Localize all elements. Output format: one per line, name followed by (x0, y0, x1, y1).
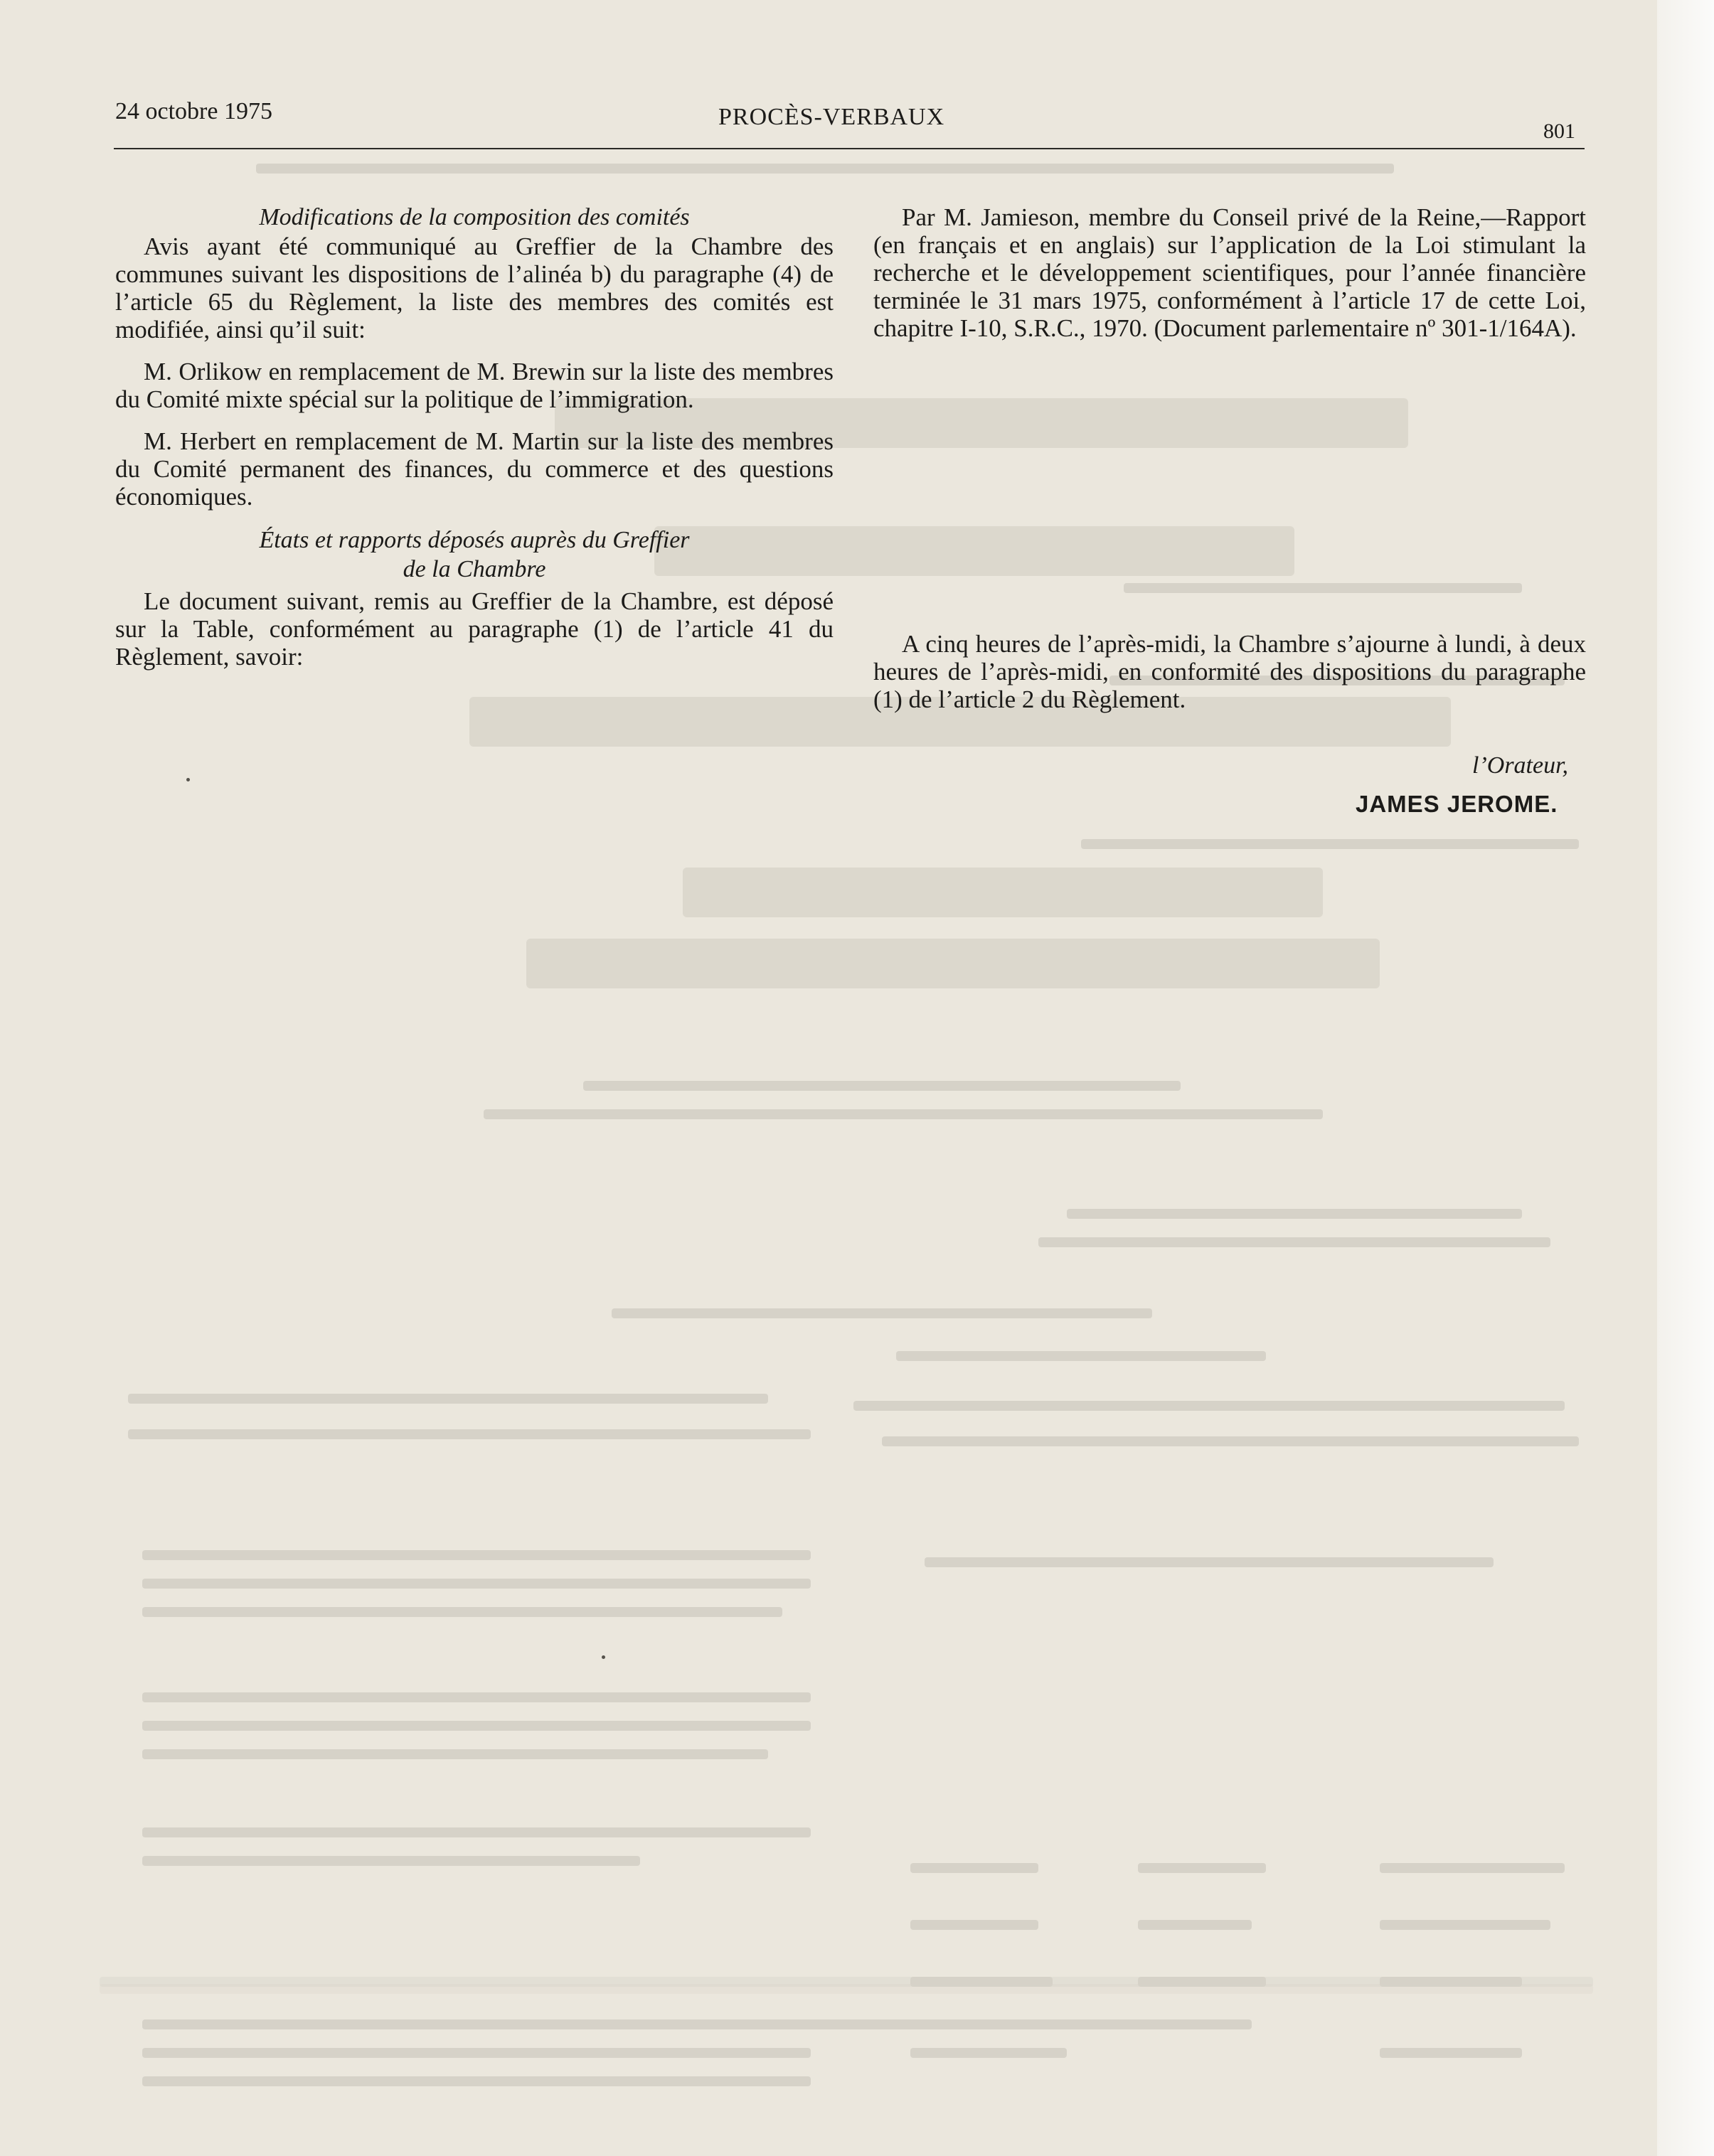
committee-changes-notice: Avis ayant été communiqué au Greffier de la Chambre des communes suivant les dispositions de l’alinéa b) du paragraphe (4) de l’article 65 du Règlement, la liste des membres des comités est modifiée, ainsi qu’il suit: (115, 233, 834, 343)
paper-speck (602, 1655, 605, 1659)
header-date: 24 octobre 1975 (115, 98, 272, 124)
right-column (873, 203, 1586, 342)
tabled-documents-heading-line2: de la Chambre (403, 556, 546, 582)
tabled-documents-para: Le document suivant, remis au Greffier de la Chambre, est déposé sur la Table, conformément au paragraphe (1) de l’article 41 du Règlement, savoir: (115, 587, 834, 671)
tabled-documents-heading-line1: États et rapports déposés auprès du Greffier (259, 527, 690, 553)
header-divider (114, 148, 1585, 149)
speaker-name: JAMES JEROME. (1356, 791, 1558, 817)
committee-change-herbert: M. Herbert en remplacement de M. Martin sur la liste des membres du Comité permanent des finances, du commerce et des questions économiques. (115, 427, 834, 511)
committee-change-orlikow: M. Orlikow en remplacement de M. Brewin sur la liste des membres du Comité mixte spécial sur la politique de l’immigration. (115, 358, 834, 413)
page-number: 801 (1543, 119, 1575, 143)
paper-speck (186, 778, 190, 781)
page-edge (1657, 0, 1714, 2156)
committee-changes-heading: Modifications de la composition des comités (259, 204, 690, 230)
jamieson-report-para: Par M. Jamieson, membre du Conseil privé de la Reine,—Rapport (en français et en anglais) sur l’application de la Loi stimulant la recherche et le développement scientifiques, pour l’année financière terminée le 31 mars 1975, conformément à l’article 17 de cette Loi, chapitre I-10, S.R.C., 1970. (Document parlementaire nº 301-1/164A). (873, 203, 1586, 342)
speaker-title: l’Orateur, (1472, 752, 1569, 779)
header-title: PROCÈS-VERBAUX (718, 104, 945, 130)
adjournment-block (873, 630, 1586, 713)
adjournment-para: A cinq heures de l’après-midi, la Chambre s’ajourne à lundi, à deux heures de l’après-midi, en conformité des dispositions du paragraphe (1) de l’article 2 du Règlement. (873, 630, 1586, 713)
left-column (115, 203, 834, 671)
